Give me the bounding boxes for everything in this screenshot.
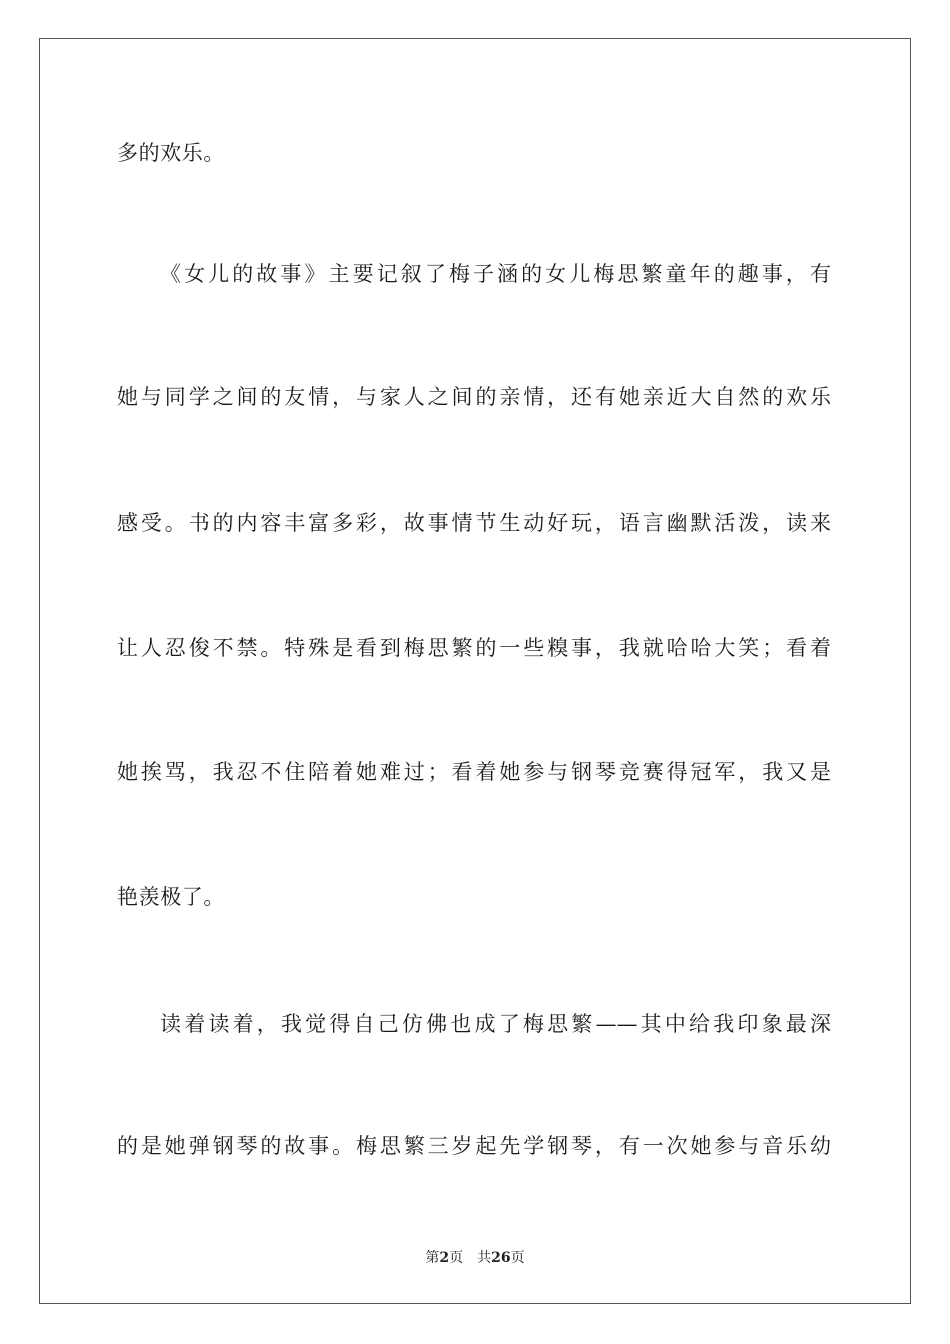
page-suffix: 页 <box>449 1250 464 1266</box>
text-line-6: 她挨骂，我忍不住陪着她难过；看着她参与钢琴竞赛得冠军，我又是 <box>117 760 831 784</box>
text-line-5: 让人忍俊不禁。特殊是看到梅思繁的一些糗事，我就哈哈大笑；看着 <box>117 636 831 660</box>
text-line-7: 艳羡极了。 <box>117 885 225 909</box>
text-line-8: 读着读着，我觉得自己仿佛也成了梅思繁——其中给我印象最深 <box>160 1012 831 1036</box>
text-line-2: 《女儿的故事》主要记叙了梅子涵的女儿梅思繁童年的趣事，有 <box>160 262 831 286</box>
page-prefix: 第 <box>425 1250 440 1266</box>
total-suffix: 页 <box>510 1250 525 1266</box>
page-border <box>39 38 911 1304</box>
total-prefix: 共 <box>477 1250 492 1266</box>
text-line-3: 她与同学之间的友情，与家人之间的亲情，还有她亲近大自然的欢乐 <box>117 385 831 409</box>
page-number: 2 <box>439 1250 450 1266</box>
total-pages: 26 <box>491 1250 511 1266</box>
page-footer <box>0 1248 950 1268</box>
text-line-9: 的是她弹钢琴的故事。梅思繁三岁起先学钢琴，有一次她参与音乐幼 <box>117 1134 831 1158</box>
text-line-1: 多的欢乐。 <box>117 141 225 165</box>
text-line-4: 感受。书的内容丰富多彩，故事情节生动好玩，语言幽默活泼，读来 <box>117 511 831 535</box>
